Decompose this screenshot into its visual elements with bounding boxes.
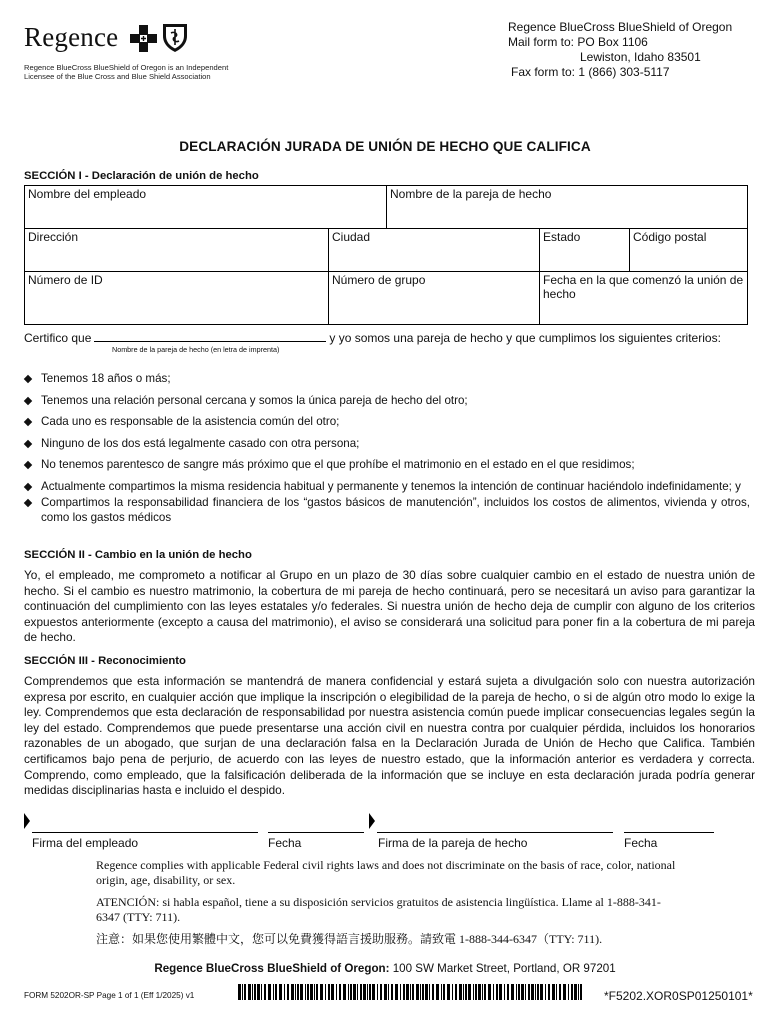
diamond-bullet-icon [24,418,32,426]
zip-field[interactable] [630,229,748,272]
diamond-bullet-icon [24,498,32,506]
diamond-bullet-icon [24,482,32,490]
id-number-field[interactable] [25,272,329,325]
mail-address-line-1: Mail form to: PO Box 1106 [508,35,648,49]
employee-signature-input[interactable] [32,832,258,833]
list-item [24,479,750,494]
criterion-text: Actualmente compartimos la misma residencia habitual y permanente y tenemos la intención de continuar haciéndolo indefinidamente; y [41,479,741,493]
section-3-heading: SECCIÓN III - Reconocimiento [24,655,186,667]
barcode-icon [238,984,586,1000]
list-item [24,371,750,386]
blue-shield-icon [161,22,189,53]
certify-statement [24,330,721,345]
employee-date-input[interactable] [268,832,364,833]
criterion-text: Tenemos una relación personal cercana y somos la única pareja de hecho del otro; [41,393,468,407]
mailing-info [508,20,732,80]
nondiscrimination-notice: Regence complies with applicable Federal civil rights laws and does not discriminate on the basis of race, color, national origin, age, disability, or sex. [96,858,676,887]
section-3-text: Comprendemos que esta información se mantendrá de manera confidencial y estará sujeta a divulgación solo con nuestra autorización expresa por escrito, en cualquier acción que implique la inscripción o elegibilidad de la pareja de hecho, o si de algún otro modo lo exige la ley. Comprendemos que esta declaración de responsabilidad por nuestra asistencia común puede implicar consecuencias legales según la ley del estado. Comprendemos que puede presentarse una acción civil en nuestra contra por cualquier pérdida, incluidos los honorarios razonables de un abogado, que surjan de una declaración falsa en la Declaración Jurada de Unión de Hecho que Califica. También certificamos bajo pena de perjurio, de acuerdo con las leyes de nuestro estado, que la información anterior es verdadera y correcta. Comprendo, como empleado, que la falsificación deliberada de la información que se incluye en esta declaración jurada podría generar medidas disciplinarias hasta e incluido el despido. [24,674,755,798]
state-field[interactable] [540,229,630,272]
mail-address-line-2: Lewiston, Idaho 83501 [580,50,701,64]
partner-date-input[interactable] [624,832,714,833]
footer-company: Regence BlueCross BlueShield of Oregon: [154,962,390,975]
list-item [24,414,750,429]
employee-name-label: Nombre del empleado [28,187,147,201]
footer-address [0,962,770,975]
employee-date-label: Fecha [268,836,302,850]
document-code: *F5202.XOR0SP01250101* [604,989,753,1003]
chinese-language-notice: 注意：如果您使用繁體中文，您可以免費獲得語言援助服務。請致電 1-888-344-6347（TTY: 711). [96,932,603,946]
criterion-text: Ninguno de los dos está legalmente casado con otra persona; [41,436,360,450]
start-date-field[interactable] [540,272,748,325]
diamond-bullet-icon [24,461,32,469]
start-date-label: Fecha en la que comenzó la unión de hecho [543,273,744,301]
company-name: Regence BlueCross BlueShield of Oregon [508,20,733,34]
partner-name-field[interactable] [387,186,748,229]
diamond-bullet-icon [24,439,32,447]
partner-signature-label: Firma de la pareja de hecho [378,836,528,850]
page-title: DECLARACIÓN JURADA DE UNIÓN DE HECHO QUE CALIFICA [179,139,591,154]
city-label: Ciudad [332,230,371,244]
list-item [24,457,750,472]
partner-print-name-input[interactable] [94,330,326,342]
list-item [24,436,750,451]
certify-prefix: Certifico que [24,331,92,345]
regence-logo-text: Regence [24,22,119,52]
employee-name-field[interactable] [25,186,387,229]
city-field[interactable] [329,229,540,272]
address-label: Dirección [28,230,79,244]
fax-number: Fax form to: 1 (866) 303-5117 [511,65,670,79]
criteria-list [24,371,750,526]
diamond-bullet-icon [24,375,32,383]
criterion-text: Cada uno es responsable de la asistencia común del otro; [41,415,340,428]
sign-here-arrow-icon [24,813,30,829]
spanish-language-notice: ATENCIÓN: si habla español, tiene a su disposición servicios gratuitos de asistencia lingüística. Llame al 1-888-341-6347 (TTY: 711). [96,895,661,924]
state-label: Estado [543,230,581,244]
partner-signature-input[interactable] [377,832,613,833]
group-number-field[interactable] [329,272,540,325]
section-2-heading: SECCIÓN II - Cambio en la unión de hecho [24,549,252,561]
diamond-bullet-icon [24,396,32,404]
sign-here-arrow-icon [369,813,375,829]
partner-name-label: Nombre de la pareja de hecho [390,187,552,201]
form-identifier: FORM 5202OR-SP Page 1 of 1 (Eff 1/2025) v1 [24,991,195,1000]
section-2-text: Yo, el empleado, me comprometo a notificar al Grupo en un plazo de 30 días sobre cualquier cambio en el estado de nuestra unión de hecho. Si el cambio es nuestro matrimonio, la cobertura de mi pareja de hecho continuará, pero se necesitará un aviso para garantizar la continuación del cumplimiento con las leyes estatales y/o federales. Si nuestra unión de hecho deja de cumplir con alguno de los criterios expuestos anteriormente (excepto a causa del matrimonio), el aviso se considerará una solicitud para poner fin a la cobertura de mi pareja de hecho. [24,568,755,645]
section-1-heading: SECCIÓN I - Declaración de unión de hecho [24,170,259,182]
group-number-label: Número de grupo [332,273,426,287]
list-item [24,393,750,408]
address-field[interactable] [25,229,329,272]
certify-suffix: y yo somos una pareja de hecho y que cumplimos los siguientes criterios: [329,331,721,345]
partner-date-label: Fecha [624,836,658,850]
employee-signature-label: Firma del empleado [32,836,139,850]
list-item [24,495,750,525]
licensee-line-2: Licensee of the Blue Cross and Blue Shield Association [24,72,211,81]
footer-street: 100 SW Market Street, Portland, OR 97201 [392,962,616,975]
certify-caption: Nombre de la pareja de hecho (en letra de imprenta) [112,345,280,354]
partner-info-form [24,185,748,325]
licensee-line-1: Regence BlueCross BlueShield of Oregon is an Independent [24,63,229,72]
criterion-text: Tenemos 18 años o más; [41,372,171,385]
criterion-text: Compartimos la responsabilidad financiera de los “gastos básicos de manutención”, incluidos los costos de alimentos, vivienda y otros, como los gastos médicos [41,495,750,524]
criterion-text: No tenemos parentesco de sangre más próximo que el que prohíbe el matrimonio en el estado en el que residimos; [41,458,635,471]
id-number-label: Número de ID [28,273,103,287]
zip-label: Código postal [633,230,707,244]
blue-cross-icon [129,24,158,53]
licensee-statement [24,63,228,81]
